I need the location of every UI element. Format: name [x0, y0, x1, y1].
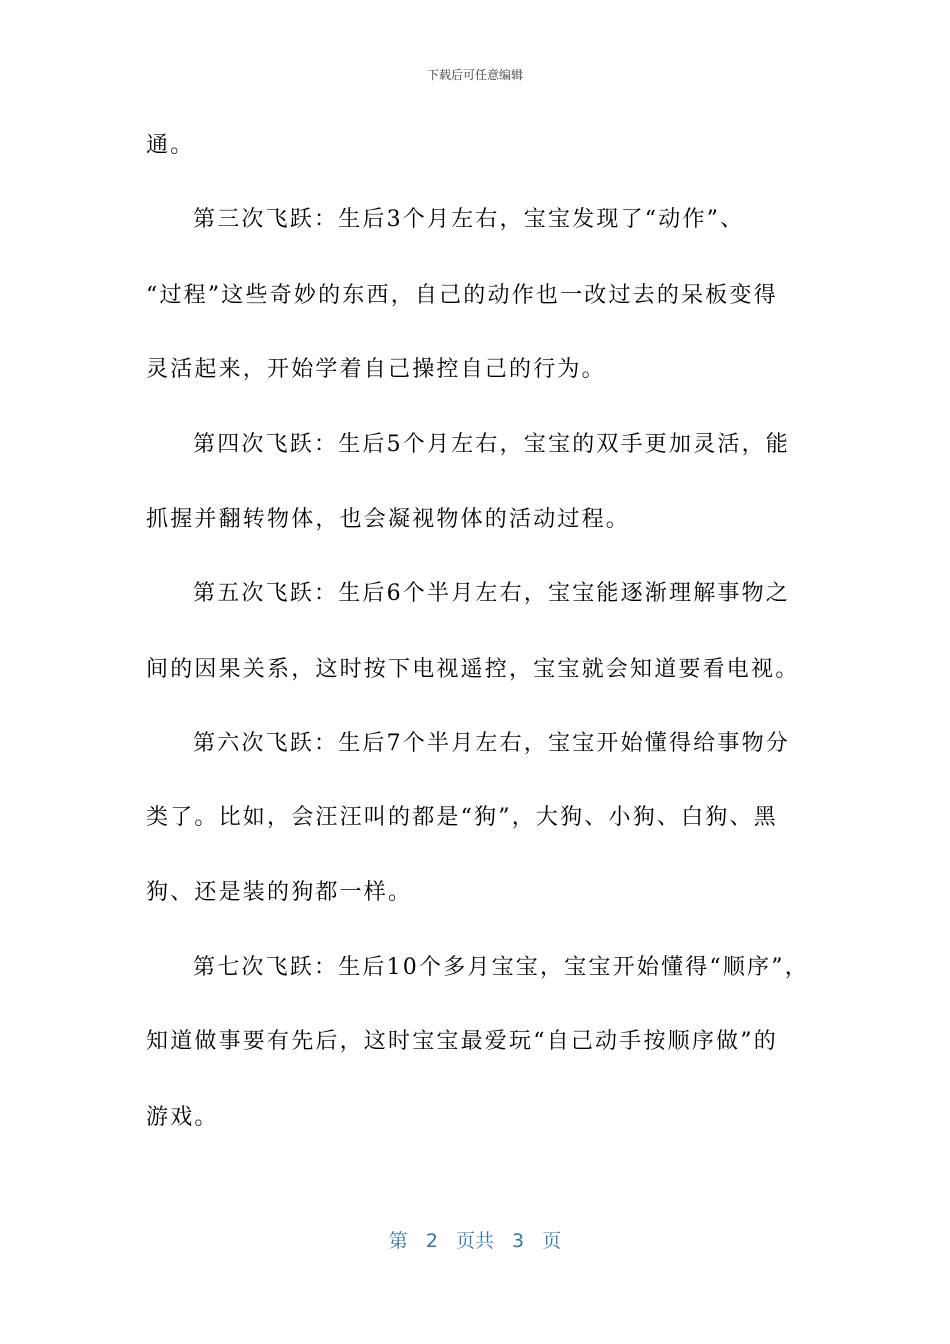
paragraph-start-line: 第六次飞跃：生后7个半月左右，宝宝开始懂得给事物分 [193, 731, 790, 756]
footer-suffix: 页 [542, 1230, 562, 1252]
paragraph-start-line: 第三次飞跃：生后3个月左右，宝宝发现了“动作”、 [193, 207, 745, 232]
paragraph-start-line: 第五次飞跃：生后6个半月左右，宝宝能逐渐理解事物之 [193, 581, 790, 606]
page-footer [0, 1226, 950, 1253]
total-pages-number: 3 [512, 1230, 525, 1252]
body-line: 通。 [146, 133, 195, 158]
body-line: “过程”这些奇妙的东西，自己的动作也一改过去的呆板变得 [146, 283, 778, 308]
body-line: 狗、还是装的狗都一样。 [146, 880, 413, 905]
body-line: 类了。比如，会汪汪叫的都是“狗”，大狗、小狗、白狗、黑 [146, 805, 778, 830]
body-line: 游戏。 [146, 1105, 219, 1130]
body-line: 灵活起来，开始学着自己操控自己的行为。 [146, 357, 606, 382]
footer-middle: 页共 [455, 1230, 494, 1252]
body-line: 间的因果关系，这时按下电视遥控，宝宝就会知道要看电视。 [146, 657, 800, 682]
paragraph-start-line: 第四次飞跃：生后5个月左右，宝宝的双手更加灵活，能 [193, 432, 790, 457]
body-line: 抓握并翻转物体，也会凝视物体的活动过程。 [146, 507, 631, 532]
footer-prefix: 第 [388, 1230, 408, 1252]
header-note: 下载后可任意编辑 [426, 68, 523, 82]
body-line: 知道做事要有先后，这时宝宝最爱玩“自己动手按顺序做”的 [146, 1029, 778, 1054]
current-page-number: 2 [425, 1230, 438, 1252]
paragraph-start-line: 第七次飞跃：生后10个多月宝宝，宝宝开始懂得“顺序”， [193, 955, 809, 980]
